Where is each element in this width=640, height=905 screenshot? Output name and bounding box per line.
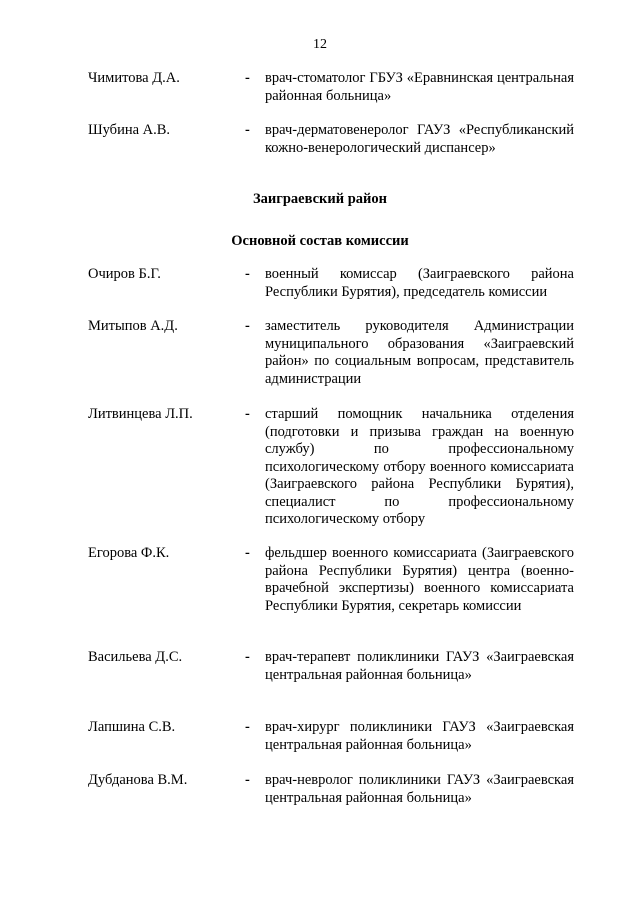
dash-separator: - [245, 318, 250, 334]
page-number: 12 [313, 37, 327, 52]
member-role: фельдшер военного комиссариата (Заиграевского района Республики Бурятия) центра (военно-врачебной экспертизы) военного комиссариата Республики Бурятия, секретарь комиссии [265, 545, 574, 614]
district-heading: Заиграевский район [253, 191, 387, 207]
dash-separator: - [245, 406, 250, 422]
member-role: заместитель руководителя Администрации муниципального образования «Заиграевский район» по социальным вопросам, представитель администрации [265, 318, 574, 387]
dash-separator: - [245, 70, 250, 86]
member-role: врач-терапевт поликлиники ГАУЗ «Заиграевская центральная районная больница» [265, 649, 574, 683]
dash-separator: - [245, 772, 250, 788]
member-name: Егорова Ф.К. [88, 545, 170, 561]
dash-separator: - [245, 266, 250, 282]
dash-separator: - [245, 122, 250, 138]
dash-separator: - [245, 649, 250, 665]
dash-separator: - [245, 545, 250, 561]
section-heading: Основной состав комиссии [231, 233, 409, 249]
member-role: врач-стоматолог ГБУЗ «Еравнинская центральная районная больница» [265, 70, 574, 104]
member-role: врач-дерматовенеролог ГАУЗ «Республиканский кожно-венерологический диспансер» [265, 122, 574, 156]
member-name: Лапшина С.В. [88, 719, 176, 735]
member-name: Митыпов А.Д. [88, 318, 178, 334]
member-name: Шубина А.В. [88, 122, 171, 138]
member-name: Очиров Б.Г. [88, 266, 161, 282]
member-role: старший помощник начальника отделения (подготовки и призыва граждан на военную службу) по профессиональному психологическому отбору военного комиссариата (Заиграевского района Республики Бурятия), специалист по профессиональному психологическому отбору [265, 406, 574, 527]
member-role: врач-невролог поликлиники ГАУЗ «Заиграевская центральная районная больница» [265, 772, 574, 806]
member-name: Литвинцева Л.П. [88, 406, 193, 422]
member-role: военный комиссар (Заиграевского района Республики Бурятия), председатель комиссии [265, 266, 574, 300]
member-name: Дубданова В.М. [88, 772, 188, 788]
dash-separator: - [245, 719, 250, 735]
member-name: Васильева Д.С. [88, 649, 183, 665]
member-name: Чимитова Д.А. [88, 70, 180, 86]
member-role: врач-хирург поликлиники ГАУЗ «Заиграевская центральная районная больница» [265, 719, 574, 753]
